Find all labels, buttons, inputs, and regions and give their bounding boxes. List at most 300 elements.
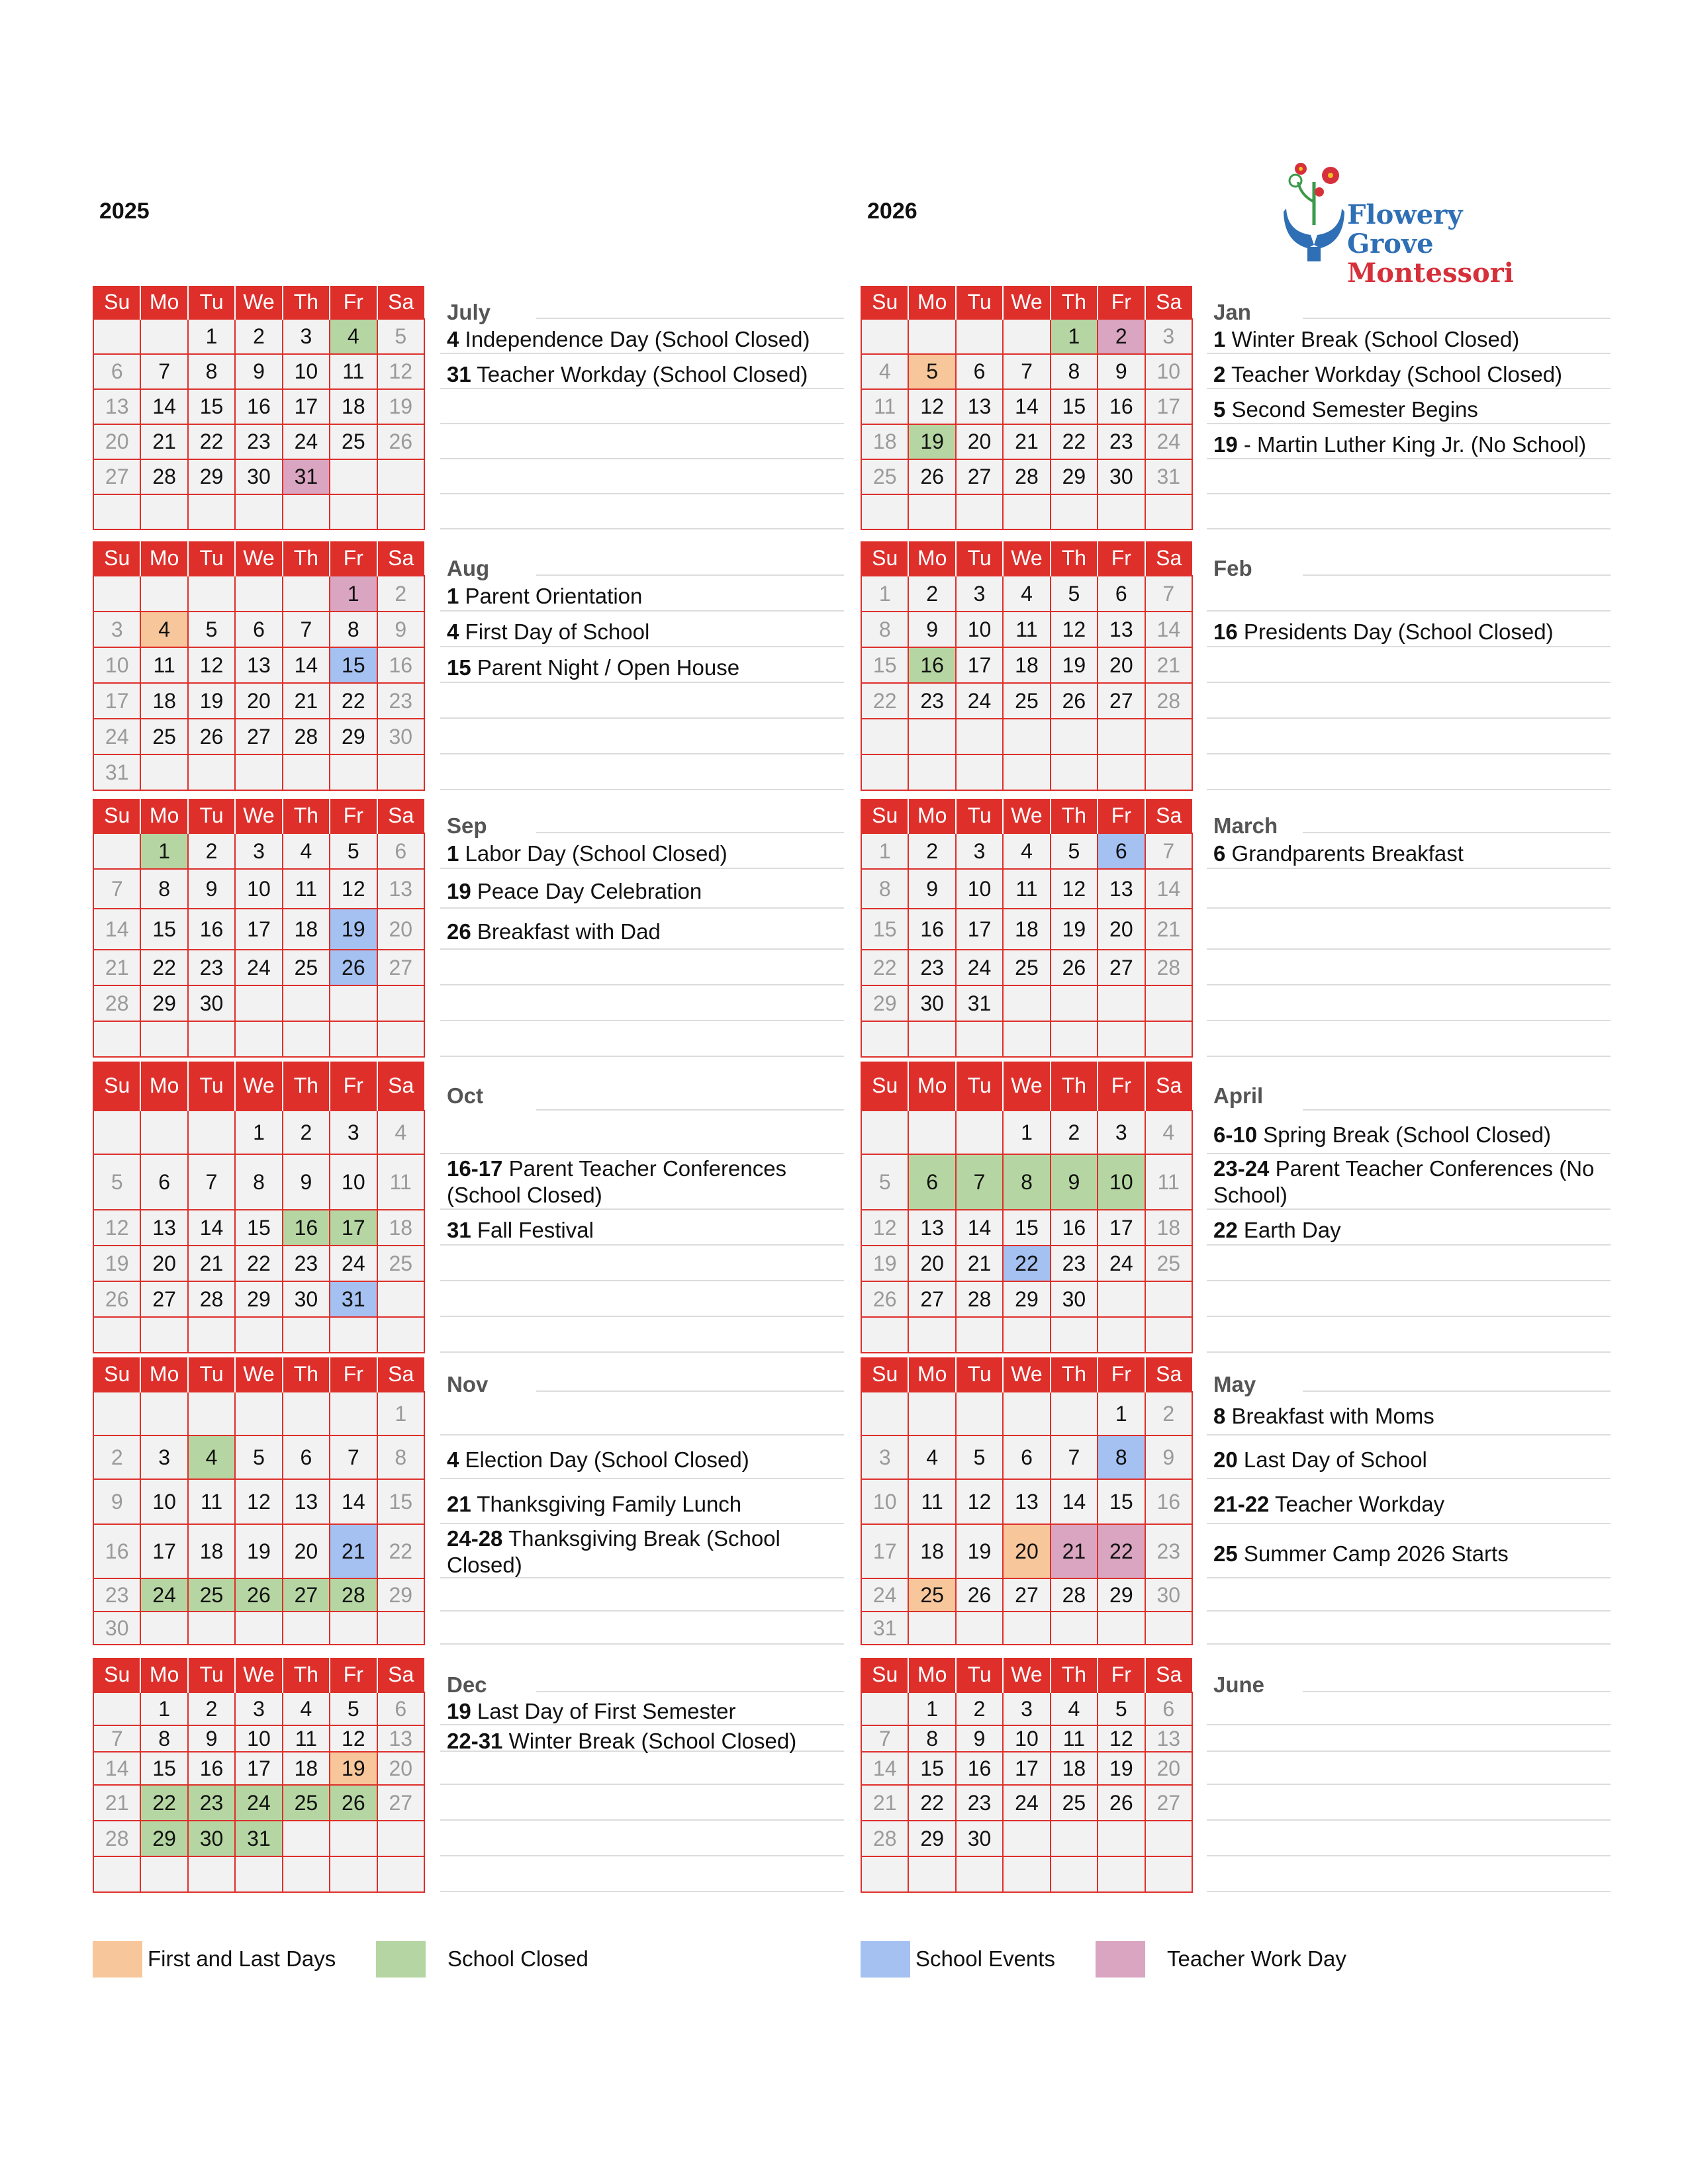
event-item — [1213, 1491, 1611, 1518]
weekday-header: Tu — [188, 1062, 235, 1111]
event-item — [1213, 619, 1611, 645]
day-cell: 26 — [330, 1785, 377, 1821]
day-cell: 24 — [283, 424, 330, 459]
week-row — [861, 424, 1192, 459]
day-cell: 26 — [1098, 1785, 1145, 1821]
day-cell: 18 — [283, 1752, 330, 1785]
legend-item-school-events — [861, 1939, 1055, 1979]
week-row — [93, 1785, 424, 1821]
weekday-header: Th — [1051, 286, 1098, 319]
empty-cell — [956, 754, 1003, 790]
day-cell: 14 — [1003, 389, 1050, 424]
empty-cell — [377, 494, 424, 529]
day-cell: 7 — [93, 1725, 140, 1752]
day-cell: 19 — [908, 424, 955, 459]
event-text: Presidents Day (School Closed) — [1243, 619, 1554, 644]
day-cell: 18 — [1003, 647, 1050, 683]
event-date: 1 — [1213, 327, 1226, 351]
divider — [440, 717, 844, 719]
day-cell: 25 — [330, 424, 377, 459]
day-cell: 21 — [1003, 424, 1050, 459]
empty-cell — [235, 1612, 282, 1645]
week-row — [861, 389, 1192, 424]
day-cell: 15 — [235, 1210, 282, 1246]
legend-item-school-closed — [376, 1939, 588, 1979]
empty-cell — [1145, 719, 1192, 754]
day-cell: 4 — [140, 612, 187, 647]
day-cell: 3 — [1098, 1111, 1145, 1154]
calendar-oct — [93, 1062, 424, 1353]
empty-cell — [1098, 1021, 1145, 1057]
weekday-header: Fr — [330, 1658, 377, 1692]
event-item — [447, 1217, 844, 1244]
legend-swatch — [93, 1941, 142, 1978]
empty-cell — [93, 494, 140, 529]
weekday-header: We — [235, 799, 282, 833]
calendar-july — [93, 286, 424, 530]
weekday-header: Tu — [188, 1357, 235, 1392]
week-row — [861, 950, 1192, 985]
day-cell: 2 — [188, 833, 235, 869]
day-cell: 19 — [1051, 909, 1098, 950]
day-cell: 27 — [283, 1578, 330, 1612]
day-cell: 14 — [956, 1210, 1003, 1246]
day-cell: 15 — [908, 1752, 955, 1785]
day-cell: 3 — [956, 833, 1003, 869]
weekday-header: Fr — [330, 1357, 377, 1392]
empty-cell — [908, 494, 955, 529]
weekday-header: Tu — [956, 799, 1003, 833]
day-cell: 7 — [140, 354, 187, 389]
divider — [1303, 832, 1611, 833]
weekday-header: Th — [283, 799, 330, 833]
day-cell: 25 — [188, 1578, 235, 1612]
day-cell: 20 — [1098, 909, 1145, 950]
day-cell: 11 — [283, 1725, 330, 1752]
day-cell: 28 — [188, 1281, 235, 1317]
weekday-header: Su — [93, 541, 140, 576]
week-row — [93, 319, 424, 354]
month-name: June — [1213, 1672, 1265, 1697]
empty-cell — [93, 1392, 140, 1435]
day-cell: 29 — [1003, 1281, 1050, 1317]
day-cell: 10 — [1145, 354, 1192, 389]
empty-cell — [1003, 985, 1050, 1021]
event-date: 15 — [447, 655, 471, 680]
event-text: Second Semester Begins — [1231, 397, 1478, 422]
day-cell: 18 — [140, 683, 187, 719]
divider — [1207, 1316, 1611, 1317]
event-text: Spring Break (School Closed) — [1263, 1122, 1551, 1147]
event-date: 2 — [1213, 362, 1226, 387]
weekday-header: Sa — [377, 1062, 424, 1111]
divider — [536, 318, 844, 319]
week-row — [93, 1692, 424, 1725]
empty-cell — [1145, 1021, 1192, 1057]
week-row — [93, 1821, 424, 1856]
day-cell: 19 — [330, 909, 377, 950]
weekday-header: We — [235, 1062, 282, 1111]
divider — [440, 1020, 844, 1021]
divider — [1207, 1610, 1611, 1612]
day-cell: 24 — [93, 719, 140, 754]
day-cell: 29 — [1098, 1578, 1145, 1612]
day-cell: 13 — [908, 1210, 955, 1246]
day-cell: 6 — [956, 354, 1003, 389]
empty-cell — [956, 1021, 1003, 1057]
divider — [1207, 1244, 1611, 1246]
day-cell: 31 — [1145, 459, 1192, 494]
day-cell: 14 — [1145, 869, 1192, 909]
empty-cell — [908, 719, 955, 754]
divider — [1207, 1577, 1611, 1578]
empty-cell — [861, 1692, 908, 1725]
weekday-header: Th — [1051, 799, 1098, 833]
day-cell: 22 — [908, 1785, 955, 1821]
empty-cell — [1051, 754, 1098, 790]
weekday-header: We — [235, 1357, 282, 1392]
week-row — [93, 1021, 424, 1057]
empty-cell — [908, 1612, 955, 1645]
week-row — [93, 1281, 424, 1317]
weekday-header: Mo — [140, 1357, 187, 1392]
day-cell: 27 — [1003, 1578, 1050, 1612]
day-cell: 23 — [956, 1785, 1003, 1821]
empty-cell — [330, 985, 377, 1021]
week-row — [93, 754, 424, 790]
day-cell: 10 — [235, 869, 282, 909]
day-cell: 16 — [1098, 389, 1145, 424]
calendar-aug — [93, 541, 424, 791]
day-cell: 31 — [956, 985, 1003, 1021]
divider — [440, 458, 844, 459]
day-cell: 5 — [956, 1435, 1003, 1479]
day-cell: 4 — [861, 354, 908, 389]
day-cell: 1 — [377, 1392, 424, 1435]
day-cell: 3 — [283, 319, 330, 354]
event-date: 31 — [447, 1218, 471, 1242]
day-cell: 5 — [188, 612, 235, 647]
day-cell: 27 — [377, 950, 424, 985]
day-cell: 27 — [1098, 683, 1145, 719]
week-row — [93, 1246, 424, 1281]
weekday-header: Su — [93, 1357, 140, 1392]
event-text: Teacher Workday (School Closed) — [1231, 362, 1563, 387]
divider — [1207, 353, 1611, 354]
empty-cell — [93, 319, 140, 354]
empty-cell — [330, 1021, 377, 1057]
weekday-header: Fr — [1098, 1357, 1145, 1392]
day-cell: 11 — [1003, 612, 1050, 647]
day-cell: 22 — [140, 1785, 187, 1821]
weekday-header: Sa — [1145, 1062, 1192, 1111]
day-cell: 11 — [861, 389, 908, 424]
divider — [440, 1153, 844, 1154]
event-item — [1213, 361, 1611, 388]
day-cell: 28 — [1051, 1578, 1098, 1612]
event-item — [1213, 1403, 1611, 1430]
divider — [1207, 682, 1611, 683]
day-cell: 18 — [908, 1524, 955, 1578]
day-cell: 21 — [956, 1246, 1003, 1281]
day-cell: 30 — [1145, 1578, 1192, 1612]
event-date: 21-22 — [1213, 1492, 1270, 1516]
event-text: First Day of School — [465, 619, 650, 644]
empty-cell — [1003, 1821, 1050, 1856]
event-text: Grandparents Breakfast — [1231, 841, 1464, 866]
week-row — [93, 1479, 424, 1524]
day-cell: 18 — [188, 1524, 235, 1578]
divider — [1207, 789, 1611, 790]
empty-cell — [188, 1021, 235, 1057]
empty-cell — [140, 1021, 187, 1057]
day-cell: 22 — [188, 424, 235, 459]
empty-cell — [377, 1821, 424, 1856]
weekday-header: Mo — [140, 799, 187, 833]
day-cell: 13 — [377, 1725, 424, 1752]
empty-cell — [235, 754, 282, 790]
day-cell: 6 — [1003, 1435, 1050, 1479]
empty-cell — [908, 1856, 955, 1892]
weekday-header: Su — [93, 1658, 140, 1692]
day-cell: 12 — [188, 647, 235, 683]
day-cell: 10 — [140, 1479, 187, 1524]
day-cell: 27 — [235, 719, 282, 754]
day-cell: 18 — [283, 909, 330, 950]
day-cell: 27 — [140, 1281, 187, 1317]
event-text: Teacher Workday (School Closed) — [477, 362, 808, 387]
day-cell: 13 — [1145, 1725, 1192, 1752]
day-cell: 18 — [861, 424, 908, 459]
week-row — [861, 354, 1192, 389]
empty-cell — [861, 319, 908, 354]
event-date: 19 — [1213, 432, 1238, 457]
weekday-header: Tu — [956, 286, 1003, 319]
day-cell: 26 — [1051, 950, 1098, 985]
week-row — [861, 1821, 1192, 1856]
day-cell: 10 — [93, 647, 140, 683]
event-text: Independence Day (School Closed) — [465, 327, 810, 351]
month-name: Dec — [447, 1672, 487, 1697]
day-cell: 18 — [330, 389, 377, 424]
day-cell: 28 — [140, 459, 187, 494]
day-cell: 9 — [93, 1479, 140, 1524]
empty-cell — [140, 1856, 187, 1892]
day-cell: 1 — [908, 1692, 955, 1725]
day-cell: 12 — [908, 389, 955, 424]
day-cell: 28 — [283, 719, 330, 754]
empty-cell — [188, 1612, 235, 1645]
empty-cell — [188, 1317, 235, 1353]
day-cell: 26 — [235, 1578, 282, 1612]
day-cell: 30 — [283, 1281, 330, 1317]
divider — [440, 868, 844, 869]
day-cell: 24 — [956, 683, 1003, 719]
day-cell: 24 — [956, 950, 1003, 985]
day-cell: 30 — [377, 719, 424, 754]
empty-cell — [377, 459, 424, 494]
divider — [1207, 1855, 1611, 1856]
day-cell: 25 — [1003, 683, 1050, 719]
event-text: Breakfast with Moms — [1231, 1404, 1434, 1428]
day-cell: 15 — [861, 647, 908, 683]
day-cell: 11 — [283, 869, 330, 909]
empty-cell — [377, 1612, 424, 1645]
divider — [1207, 423, 1611, 424]
day-cell: 26 — [908, 459, 955, 494]
event-date: 6 — [1213, 841, 1226, 866]
divider — [1207, 493, 1611, 494]
empty-cell — [283, 985, 330, 1021]
day-cell: 16 — [908, 909, 955, 950]
event-text: Peace Day Celebration — [477, 879, 702, 903]
day-cell: 28 — [861, 1821, 908, 1856]
day-cell: 20 — [956, 424, 1003, 459]
weekday-header: Tu — [188, 799, 235, 833]
event-date: 26 — [447, 919, 471, 944]
week-row — [93, 459, 424, 494]
week-row — [93, 1317, 424, 1353]
day-cell: 14 — [140, 389, 187, 424]
divider — [1207, 1819, 1611, 1821]
week-row — [861, 1392, 1192, 1435]
weekday-header: Sa — [1145, 1357, 1192, 1392]
divider — [1207, 1751, 1611, 1752]
empty-cell — [1145, 1317, 1192, 1353]
day-cell: 24 — [1003, 1785, 1050, 1821]
week-row — [93, 1392, 424, 1435]
empty-cell — [377, 1317, 424, 1353]
day-cell: 4 — [283, 833, 330, 869]
divider — [440, 948, 844, 950]
divider — [1207, 388, 1611, 389]
day-cell: 12 — [93, 1210, 140, 1246]
day-cell: 8 — [377, 1435, 424, 1479]
day-cell: 10 — [235, 1725, 282, 1752]
weekday-header: Mo — [908, 1062, 955, 1111]
day-cell: 10 — [1003, 1725, 1050, 1752]
weekday-header: We — [1003, 1658, 1050, 1692]
day-cell: 22 — [861, 683, 908, 719]
month-name: Jan — [1213, 300, 1251, 324]
event-date: 1 — [447, 841, 459, 866]
empty-cell — [235, 576, 282, 612]
week-row — [861, 985, 1192, 1021]
day-cell: 1 — [140, 833, 187, 869]
day-cell: 15 — [377, 1479, 424, 1524]
divider — [1207, 948, 1611, 950]
day-cell: 23 — [93, 1578, 140, 1612]
weekday-header: Tu — [956, 1658, 1003, 1692]
empty-cell — [93, 833, 140, 869]
day-cell: 10 — [1098, 1154, 1145, 1210]
day-cell: 5 — [861, 1154, 908, 1210]
day-cell: 3 — [235, 833, 282, 869]
divider — [440, 1523, 844, 1524]
weekday-header: Fr — [330, 799, 377, 833]
weekday-header: We — [1003, 541, 1050, 576]
day-cell: 24 — [235, 950, 282, 985]
day-cell: 24 — [140, 1578, 187, 1612]
day-cell: 26 — [861, 1281, 908, 1317]
week-row — [93, 1154, 424, 1210]
calendar-jan — [861, 286, 1192, 530]
day-cell: 9 — [188, 1725, 235, 1752]
day-cell: 12 — [330, 869, 377, 909]
day-cell: 31 — [93, 754, 140, 790]
divider — [536, 574, 844, 576]
event-item — [1213, 1447, 1611, 1473]
divider — [440, 1434, 844, 1435]
day-cell: 13 — [235, 647, 282, 683]
day-cell: 2 — [908, 833, 955, 869]
day-cell: 30 — [1051, 1281, 1098, 1317]
day-cell: 24 — [1145, 424, 1192, 459]
empty-cell — [140, 1111, 187, 1154]
empty-cell — [1051, 1392, 1098, 1435]
day-cell: 7 — [283, 612, 330, 647]
day-cell: 15 — [1098, 1479, 1145, 1524]
weekday-header: Mo — [140, 1658, 187, 1692]
week-row — [861, 869, 1192, 909]
event-text: Parent Orientation — [465, 584, 643, 608]
day-cell: 5 — [377, 319, 424, 354]
divider — [1303, 1109, 1611, 1111]
empty-cell — [1003, 1856, 1050, 1892]
week-row — [93, 1612, 424, 1645]
day-cell: 28 — [956, 1281, 1003, 1317]
day-cell: 12 — [377, 354, 424, 389]
event-item — [447, 619, 844, 645]
empty-cell — [861, 754, 908, 790]
day-cell: 11 — [330, 354, 377, 389]
day-cell: 27 — [908, 1281, 955, 1317]
day-cell: 31 — [235, 1821, 282, 1856]
week-row — [93, 1752, 424, 1785]
day-cell: 6 — [1098, 576, 1145, 612]
day-cell: 29 — [908, 1821, 955, 1856]
empty-cell — [1098, 719, 1145, 754]
divider — [1207, 1523, 1611, 1524]
week-row — [93, 909, 424, 950]
day-cell: 13 — [93, 389, 140, 424]
day-cell: 2 — [93, 1435, 140, 1479]
event-text: - Martin Luther King Jr. (No School) — [1243, 432, 1587, 457]
day-cell: 10 — [330, 1154, 377, 1210]
empty-cell — [330, 459, 377, 494]
day-cell: 11 — [188, 1479, 235, 1524]
divider — [440, 1208, 844, 1210]
empty-cell — [188, 1111, 235, 1154]
event-date: 22-31 — [447, 1729, 503, 1753]
empty-cell — [283, 1317, 330, 1353]
event-item — [1213, 1122, 1611, 1148]
empty-cell — [1145, 985, 1192, 1021]
day-cell: 6 — [377, 833, 424, 869]
weekday-header: Th — [283, 541, 330, 576]
day-cell: 3 — [140, 1435, 187, 1479]
week-row — [861, 1725, 1192, 1752]
empty-cell — [861, 719, 908, 754]
event-text: Teacher Workday — [1274, 1492, 1445, 1516]
day-cell: 7 — [1145, 833, 1192, 869]
weekday-header: Su — [93, 1062, 140, 1111]
day-cell: 1 — [140, 1692, 187, 1725]
empty-cell — [235, 1317, 282, 1353]
week-row — [93, 1210, 424, 1246]
weekday-header: Th — [1051, 541, 1098, 576]
day-cell: 7 — [1051, 1435, 1098, 1479]
